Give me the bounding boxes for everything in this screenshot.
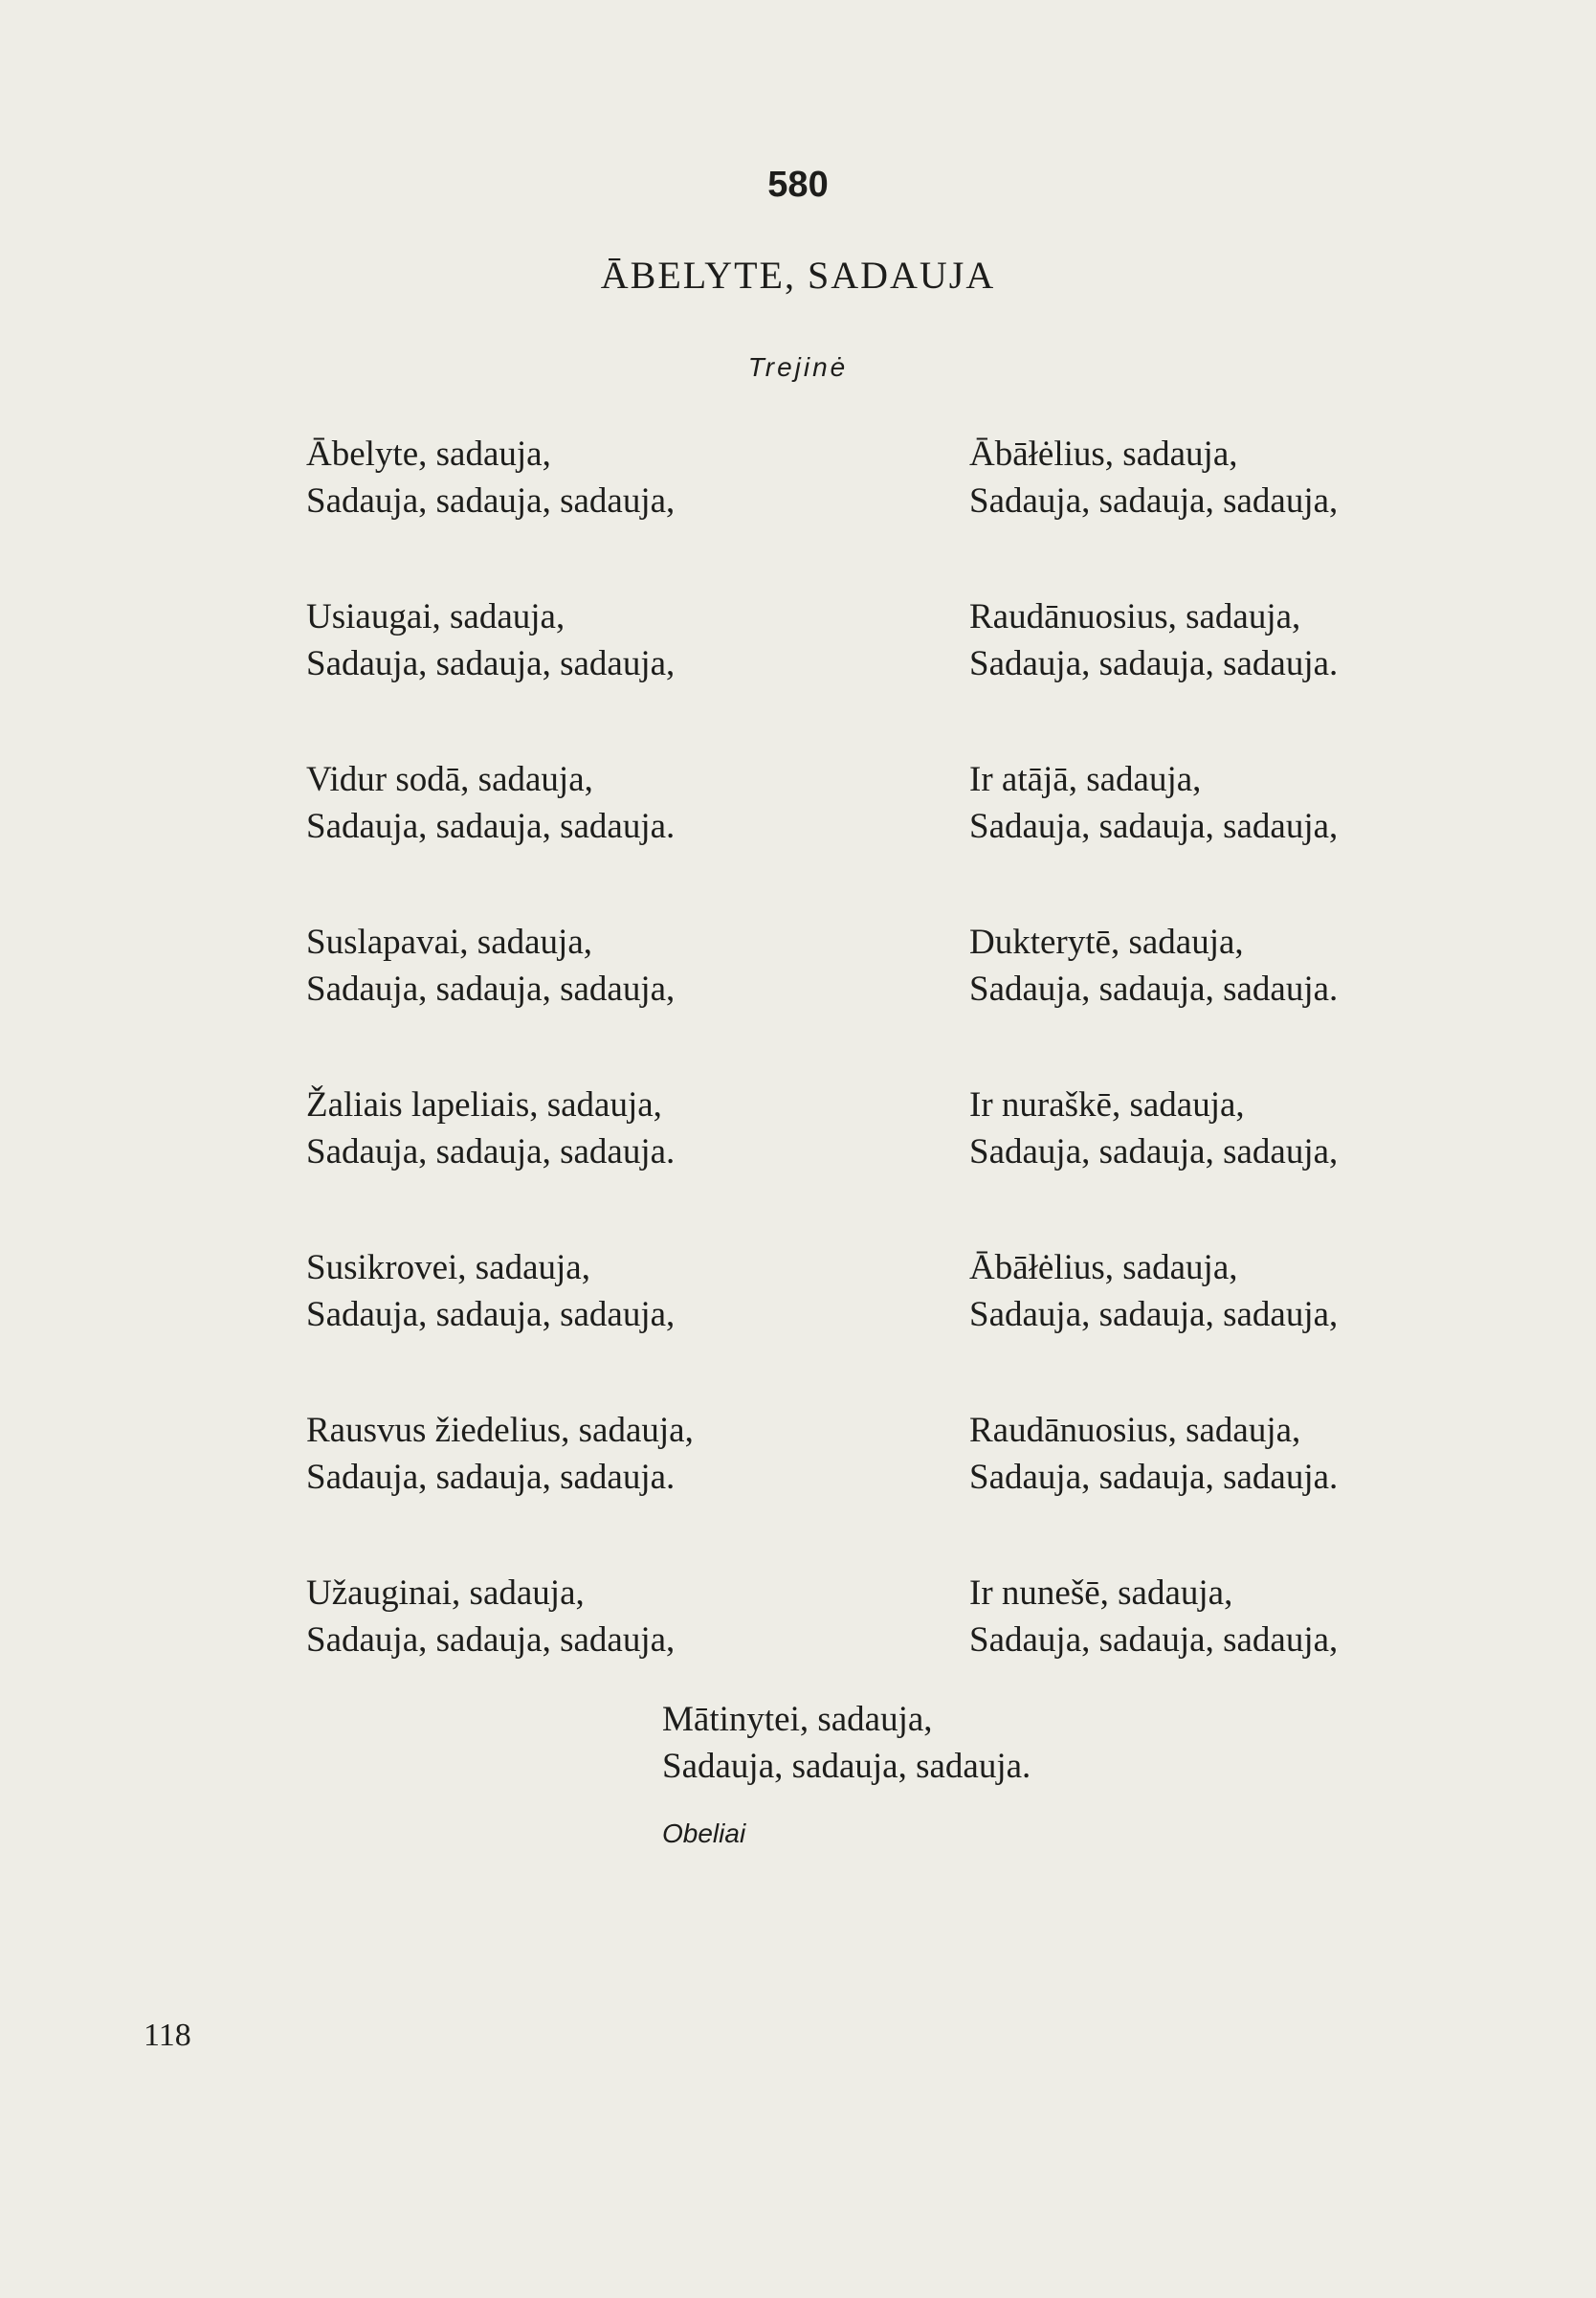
verse-line: Raudānuosius, sadauja, — [969, 1411, 1301, 1450]
stanza — [969, 431, 1338, 593]
verse-line: Sadauja, sadauja, sadauja, — [306, 970, 676, 1009]
verse-line: Suslapavai, sadauja, — [306, 923, 592, 962]
verse-line: Sadauja, sadauja, sadauja, — [969, 1620, 1339, 1660]
verse-line: Ir atājā, sadauja, — [969, 760, 1202, 799]
verse-line: Sadauja, sadauja, sadauja, — [306, 1295, 676, 1334]
stanza — [969, 1407, 1338, 1570]
verse-line: Sadauja, sadauja, sadauja, — [969, 1295, 1339, 1334]
verse-line: Sadauja, sadauja, sadauja. — [969, 970, 1339, 1009]
stanza — [306, 919, 694, 1082]
stanza — [969, 593, 1338, 756]
verse-line: Usiaugai, sadauja, — [306, 597, 565, 636]
verse-line: Sadauja, sadauja, sadauja. — [306, 1132, 676, 1171]
verse-line: Žaliais lapeliais, sadauja, — [306, 1085, 662, 1125]
verse-line: Sadauja, sadauja, sadauja. — [662, 1747, 1031, 1786]
verse-line: Sadauja, sadauja, sadauja, — [969, 807, 1339, 846]
verse-line: Vidur sodā, sadauja, — [306, 760, 593, 799]
stanza — [306, 593, 694, 756]
verse-line: Sadauja, sadauja, sadauja, — [969, 1132, 1339, 1171]
left-column — [306, 431, 694, 1732]
verse-line: Ābāłėlius, sadauja, — [969, 1248, 1238, 1287]
verse-line: Sadauja, sadauja, sadauja. — [969, 644, 1339, 683]
stanza — [306, 1082, 694, 1244]
verse-line: Sadauja, sadauja, sadauja, — [969, 481, 1339, 521]
verse-line: Susikrovei, sadauja, — [306, 1248, 590, 1287]
stanza — [306, 1570, 694, 1732]
verse-line: Sadauja, sadauja, sadauja, — [306, 481, 676, 521]
verse-line: Ir nuraškē, sadauja, — [969, 1085, 1245, 1125]
verse-line: Sadauja, sadauja, sadauja, — [306, 1620, 676, 1660]
verse-line: Dukterytē, sadauja, — [969, 923, 1244, 962]
verse-line: Užauginai, sadauja, — [306, 1573, 585, 1613]
stanza — [306, 1244, 694, 1407]
stanza — [969, 919, 1338, 1082]
verse-line: Ir nunešē, sadauja, — [969, 1573, 1233, 1613]
final-stanza — [662, 1696, 1031, 1790]
verse-line: Sadauja, sadauja, sadauja. — [969, 1458, 1339, 1497]
page-number: 118 — [144, 2018, 191, 2053]
verse-line: Mātinytei, sadauja, — [662, 1700, 933, 1739]
verse-line: Ābāłėlius, sadauja, — [969, 435, 1238, 474]
stanza — [306, 1407, 694, 1570]
song-title: ĀBELYTE, SADAUJA — [600, 254, 996, 297]
verse-line: Rausvus žiedelius, sadauja, — [306, 1411, 694, 1450]
song-subtitle: Trejinė — [747, 352, 849, 382]
verse-line: Ābelyte, sadauja, — [306, 435, 551, 474]
stanza — [969, 1244, 1338, 1407]
verse-line: Raudānuosius, sadauja, — [969, 597, 1301, 636]
verse-line: Sadauja, sadauja, sadauja. — [306, 807, 676, 846]
right-column — [969, 431, 1338, 1732]
stanza — [306, 756, 694, 919]
song-number: 580 — [767, 165, 829, 205]
verse-line: Sadauja, sadauja, sadauja, — [306, 644, 676, 683]
stanza — [969, 1082, 1338, 1244]
verse-line: Sadauja, sadauja, sadauja. — [306, 1458, 676, 1497]
place-of-recording: Obeliai — [662, 1818, 746, 1848]
stanza — [969, 756, 1338, 919]
stanza — [306, 431, 694, 593]
